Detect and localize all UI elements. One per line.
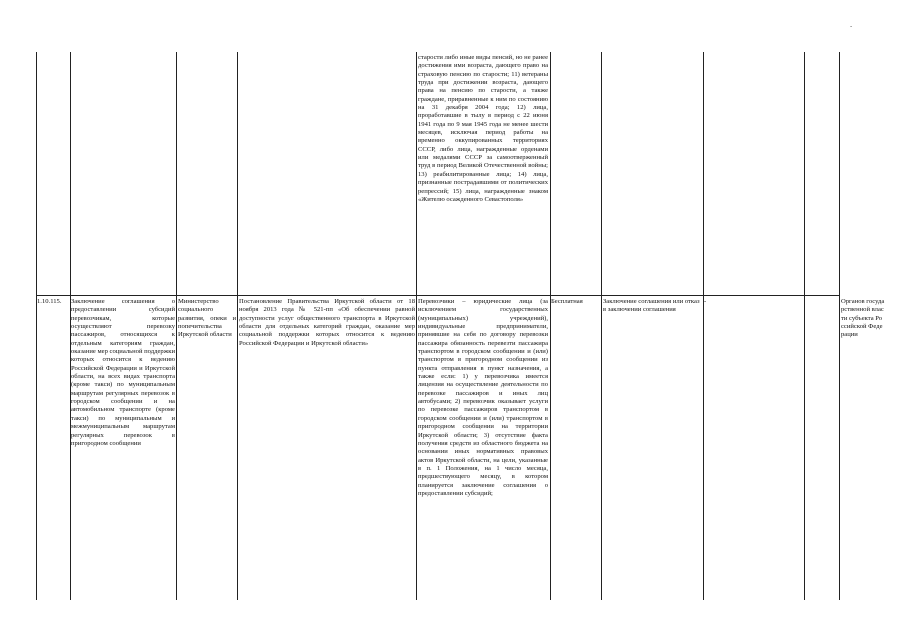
table-border-left	[36, 52, 37, 600]
legal-basis: Постановление Правительства Иркутской области от 18 ноября 2013 года № 521-пп «Об обеспечении равной доступности услуг общественного транспорта в Иркутской области для отдельных категорий граждан, оказание мер социальной поддержки которых относится к ведению Российской Федерации и Иркутской области»	[239, 298, 415, 347]
service-name: Заключение соглашения о предоставлении субсидий перевозчикам, которые осуществляют перевозку пассажиров, относящихся к отдельным категориям граждан, оказание мер социальной поддержки которых относится к ведению Российской Федерации и Иркутской области, на всех видах транспорта (кроме такси) по муниципальным маршрутам регулярных перевозок в городском сообщении и на автомобильном транспорте (кроме такси) по муниципальным и межмуниципальным маршрутам регулярных перевозок в пригородном сообщении	[71, 298, 175, 447]
table-col-divider	[176, 52, 177, 600]
table-col-divider	[804, 52, 805, 600]
page-marker: -	[850, 22, 853, 30]
table-col-divider	[416, 52, 417, 600]
authority-name: Министерство социального развития, опеки и попечительства Иркутской области	[178, 298, 236, 339]
recipient-conditions: Перевозчики – юридические лица (за исключением государственных (муниципальных) учреждений), индивидуальные предприниматели, принявшие на себя по договору перевозки пассажира обязанность перевезти пассажира транспортом в городском сообщении и (или) транспортом в пригородном сообщении из пункта отправления в пункт назначения, а также если: 1) у перевозчика имеется лицензия на осуществление деятельности по перевозке пассажиров и иных лиц автобусами; 2) перевозчик оказывает услуги по перевозке пассажиров транспортом в городском сообщении и (или) транспортом в пригородном сообщении на территории Иркутской области; 3) отсутствие факта получения средств из областного бюджета на основании иных нормативных правовых актов Иркутской области, на цели, указанные в п. 1 Положения, на 1 число месяца, предшествующего месяцу, в котором планируется заключение соглашения о предоставлении субсидий;	[418, 298, 548, 497]
table-col-divider	[550, 52, 551, 600]
service-result: Заключение соглашения или отказ в заключении соглашения	[603, 298, 700, 314]
table-border-right	[839, 52, 840, 600]
table-col-divider	[703, 52, 704, 600]
table-col-divider	[237, 52, 238, 600]
payment-type: Бесплатная	[551, 298, 583, 305]
row-divider	[36, 295, 840, 296]
authority-level: Органов государственной власти субъекта Российской Федерации	[841, 298, 885, 339]
row-number: 1.10.115.	[37, 298, 62, 305]
empty-dash: -	[704, 298, 707, 305]
table-col-divider	[601, 52, 602, 600]
conditions-continuation: старости либо иные виды пенсий, но не ранее достижения ими возраста, дающего право на страховую пенсию по старости; 11) ветераны труда при достижении возраста, дающего права на пенсию по старости, а также граждане, приравненные к ним по состоянию на 31 декабря 2004 года; 12) лица, проработавшие в тылу в период с 22 июня 1941 года по 9 мая 1945 года не менее шести месяцев, исключая период работы на временно оккупированных территориях СССР, либо лица, награжденные орденами или медалями СССР за самоотверженный труд в период Великой Отечественной войны; 13) реабилитированные лица; 14) лица, признанные пострадавшими от политических репрессий; 15) лица, награжденные знаком «Жителю осажденного Севастополя»	[418, 54, 548, 203]
